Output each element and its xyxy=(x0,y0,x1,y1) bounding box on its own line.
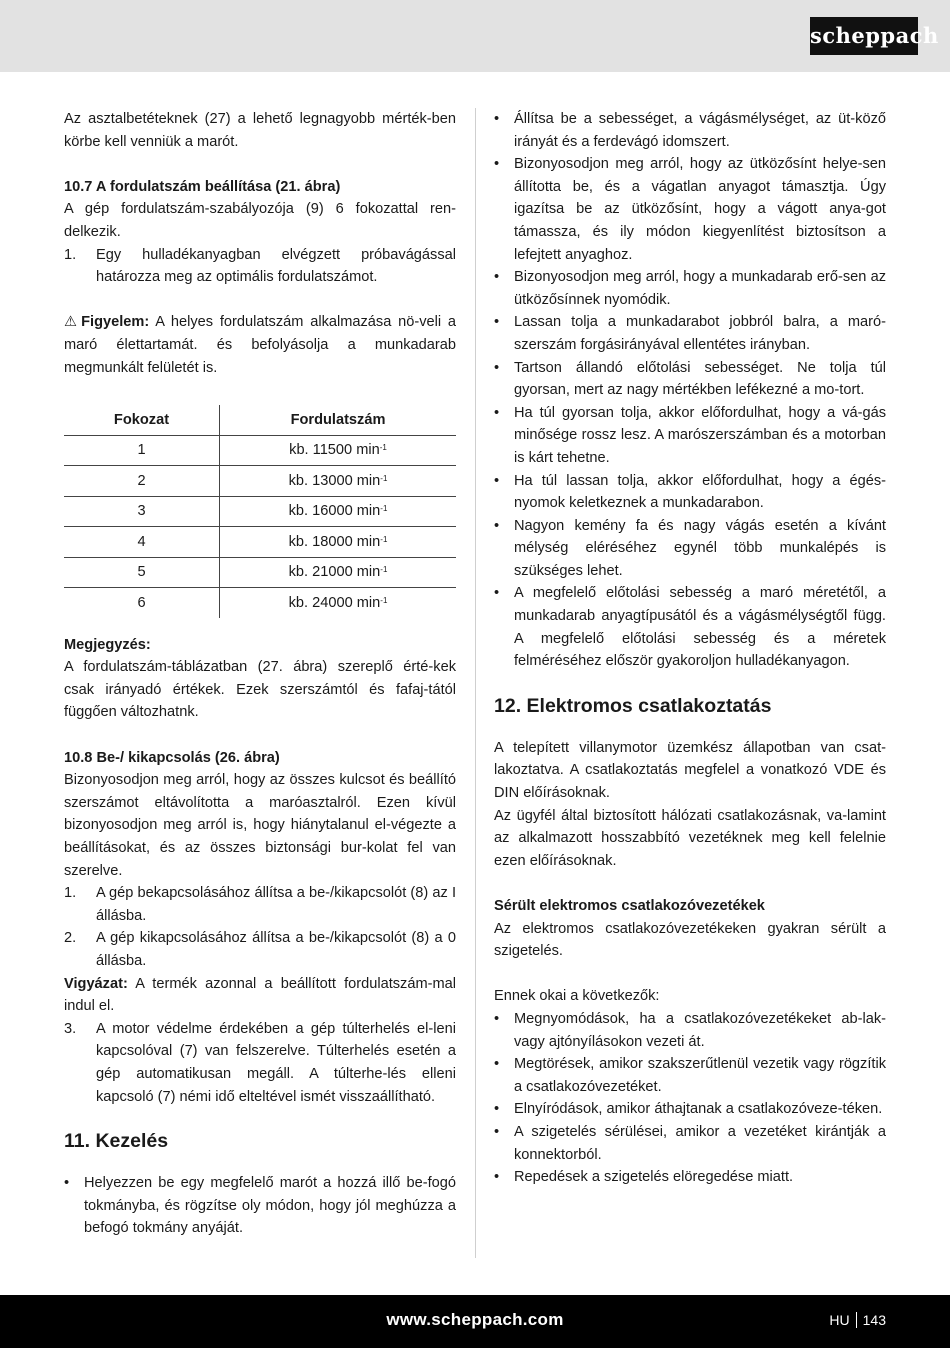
speed-value: kb. 18000 min xyxy=(288,533,381,550)
table-row xyxy=(64,527,456,558)
step-cell: 5 xyxy=(64,557,220,588)
list-item: • Bizonyosodjon meg arról, hogy a munkadarab erő-sen az ütközősínnek nyomódik. xyxy=(494,266,886,311)
section-10-8-heading: 10.8 Be-/ kikapcsolás (26. ábra) xyxy=(64,749,280,766)
intro-paragraph: Az asztalbetéteknek (27) a lehető legnagyobb mérték-ben körbe kell venniük a marót. xyxy=(64,111,456,150)
speed-cell xyxy=(220,588,457,618)
list-item: • Állítsa be a sebességet, a vágásmélységet, az üt-köző irányát és a ferdevágó idomszert. xyxy=(494,108,886,153)
section-11-heading: 11. Kezelés xyxy=(64,1130,169,1153)
list-item: • Nagyon kemény fa és nagy vágás esetén a kívánt mélység eléréséhez egynél több munkalépés is szükséges lehet. xyxy=(494,515,886,583)
speed-cell xyxy=(220,557,457,588)
section-10-8-step-3 xyxy=(64,1018,456,1108)
list-item: • Elnyíródások, amikor áthajtanak a csatlakozóveze-téken. xyxy=(494,1098,886,1121)
note-label: Megjegyzés: xyxy=(64,636,151,653)
caution-paragraph xyxy=(64,973,456,1018)
table-row xyxy=(64,466,456,497)
damaged-cable-text: Az elektromos csatlakozóvezetékeken gyakran sérült a szigetelés. xyxy=(494,920,886,960)
speed-value: kb. 21000 min xyxy=(288,564,381,581)
speed-cell xyxy=(220,496,457,527)
page-divider xyxy=(856,1312,857,1328)
list-item: • Helyezzen be egy megfelelő marót a hozzá illő be-fogó tokmányba, és rögzítse oly módon, hogy jól meghúzza a befogó tokmány anyáját. xyxy=(64,1172,456,1240)
section-10-7-step-1 xyxy=(64,244,456,289)
speed-value: kb. 24000 min xyxy=(288,594,381,611)
step-text: A motor védelme érdekében a gép túlterhelés el-leni kapcsolóval (7) van felszerelve. Túlterhelés esetén a gép automatikusan megáll. A túlterhe-lés elleni kapcsoló (7) némi idő elteltével ismét visszaállítható. xyxy=(96,1020,456,1105)
unit-exponent: -1 xyxy=(380,473,388,483)
speed-cell xyxy=(220,435,457,466)
speed-value: kb. 11500 min xyxy=(289,442,380,459)
list-item: • Bizonyosodjon meg arról, hogy az ütközősínt helye-sen állította be, és a vágatlan anyagot támasztja. Úgy igazítsa be az ütközősínt, hogy a vágott anya-got támassza, és ily módon kiegyenlítést biztosítson a lefejtett anyaghoz. xyxy=(494,153,886,266)
table-header-row xyxy=(64,405,456,435)
caution-label: Vigyázat: xyxy=(64,975,128,992)
header-speed: Fordulatszám xyxy=(220,405,457,435)
list-item: • Tartson állandó előtolási sebességet. Ne tolja túl gyorsan, mert az nagy mértékben lefékezné a mo-tort. xyxy=(494,357,886,402)
header-bar xyxy=(0,0,950,72)
operation-list xyxy=(494,108,886,673)
unit-exponent: -1 xyxy=(380,565,388,575)
list-item: • A megfelelő előtolási sebesség a maró méretétől, a munkadarab anyagtípusától és a vágásmélységtől függ. A megfelelő előtolási sebesség és a méretek felméréséhez először gyakoroljon hulladékanyagon. xyxy=(494,582,886,672)
header-step: Fokozat xyxy=(64,405,220,435)
warning-icon: ⚠ xyxy=(64,314,78,331)
section-10-8-step-1 xyxy=(64,882,456,927)
step-cell: 6 xyxy=(64,588,220,618)
unit-exponent: -1 xyxy=(380,504,388,514)
language-code: HU xyxy=(829,1312,850,1328)
step-cell: 3 xyxy=(64,496,220,527)
unit-exponent: -1 xyxy=(379,443,387,453)
damaged-cable-heading: Sérült elektromos csatlakozóvezetékek xyxy=(494,898,765,914)
table-row xyxy=(64,435,456,466)
list-item: • Ha túl gyorsan tolja, akkor előfordulhat, hogy a vá-gás minősége rossz lesz. A marószerszámban és a motorban is kárt tehetne. xyxy=(494,402,886,470)
step-number: 3. xyxy=(64,1020,77,1037)
step-number: 1. xyxy=(64,246,77,263)
list-item: • A szigetelés sérülései, amikor a vezetéket kirántják a konnektorból. xyxy=(494,1121,886,1166)
step-cell: 4 xyxy=(64,527,220,558)
right-column xyxy=(494,108,886,1189)
footer-bar xyxy=(0,1295,950,1348)
list-item: • Ha túl lassan tolja, akkor előfordulhat, hogy a égés-nyomok keletkeznek a munkadarabon. xyxy=(494,470,886,515)
section-10-7-heading: 10.7 A fordulatszám beállítása (21. ábra) xyxy=(64,178,341,195)
page-indicator xyxy=(829,1312,886,1329)
caution-text: A termék azonnal a beállított fordulatszám-mal indul el. xyxy=(64,975,456,1015)
step-text: A gép kikapcsolásához állítsa a be-/kikapcsolót (8) a 0 állásba. xyxy=(96,930,456,969)
section-12-paragraph-1: A telepített villanymotor üzemkész állapotban van csat-lakoztatva. A csatlakoztatás megfelel a vonatkozó VDE és DIN előírásoknak. xyxy=(494,739,886,802)
list-item: • Megnyomódások, ha a csatlakozóvezetékeket ab-lak- vagy ajtónyílásokon vezeti át. xyxy=(494,1008,886,1053)
section-11-list xyxy=(64,1172,456,1240)
speed-value: kb. 16000 min xyxy=(288,503,381,520)
warning-text: A helyes fordulatszám alkalmazása nö-veli a maró élettartamát. és befolyásolja a munkadarab megmunkált felületét is. xyxy=(64,314,456,376)
website-link[interactable]: www.scheppach.com xyxy=(386,1310,564,1329)
step-text: Egy hulladékanyagban elvégzett próbavágással határozza meg az optimális fordulatszámot. xyxy=(96,246,456,286)
section-10-8-text: Bizonyosodjon meg arról, hogy az összes kulcsot és beállító szerszámot eltávolította a maróasztalról. Ezen kívül bizonyosodjon meg arról is, hogy hiánytalanul el-végezte a beállításokat, és az összes biztonsági bur-kolat fel van szerelve. xyxy=(64,772,456,879)
speed-table xyxy=(64,405,456,618)
warning-paragraph xyxy=(64,311,456,379)
unit-exponent: -1 xyxy=(380,534,388,544)
causes-intro: Ennek okai a következők: xyxy=(494,988,660,1005)
section-10-7-text: A gép fordulatszám-szabályozója (9) 6 fokozattal ren-delkezik. xyxy=(64,201,456,240)
step-cell: 2 xyxy=(64,466,220,497)
speed-cell xyxy=(220,527,457,558)
section-12-paragraph-2: Az ügyfél által biztosított hálózati csatlakozásnak, va-lamint az alkalmazott hosszabbító vezetéknek meg kell felelnie ezen előírásoknak. xyxy=(494,807,886,869)
unit-exponent: -1 xyxy=(380,595,388,605)
page-number: 143 xyxy=(862,1312,886,1328)
causes-list xyxy=(494,1008,886,1189)
section-12-heading: 12. Elektromos csatlakoztatás xyxy=(494,694,772,717)
step-cell: 1 xyxy=(64,435,220,466)
step-number: 1. xyxy=(64,885,77,902)
speed-cell xyxy=(220,466,457,497)
list-item: • Lassan tolja a munkadarabot jobbról balra, a maró-szerszám forgásirányával ellentétes irányban. xyxy=(494,311,886,356)
list-item: • Repedések a szigetelés elöregedése miatt. xyxy=(494,1166,886,1189)
note-text: A fordulatszám-táblázatban (27. ábra) szereplő érté-kek csak irányadó értékek. Ezek szerszámtól és fafaj-tától függően változhatnk. xyxy=(64,659,456,721)
section-10-8-step-2 xyxy=(64,927,456,972)
column-divider xyxy=(475,108,476,1258)
table-row xyxy=(64,588,456,618)
step-text: A gép bekapcsolásához állítsa a be-/kikapcsolót (8) az I állásba. xyxy=(96,885,456,924)
scheppach-logo: scheppach xyxy=(810,17,918,55)
warning-label: Figyelem: xyxy=(81,314,150,331)
step-number: 2. xyxy=(64,930,77,947)
left-column xyxy=(64,108,456,1240)
list-item: • Megtörések, amikor szakszerűtlenül vezetik vagy rögzítik a csatlakozóvezetéket. xyxy=(494,1053,886,1098)
table-row xyxy=(64,557,456,588)
table-row xyxy=(64,496,456,527)
speed-value: kb. 13000 min xyxy=(288,472,381,489)
